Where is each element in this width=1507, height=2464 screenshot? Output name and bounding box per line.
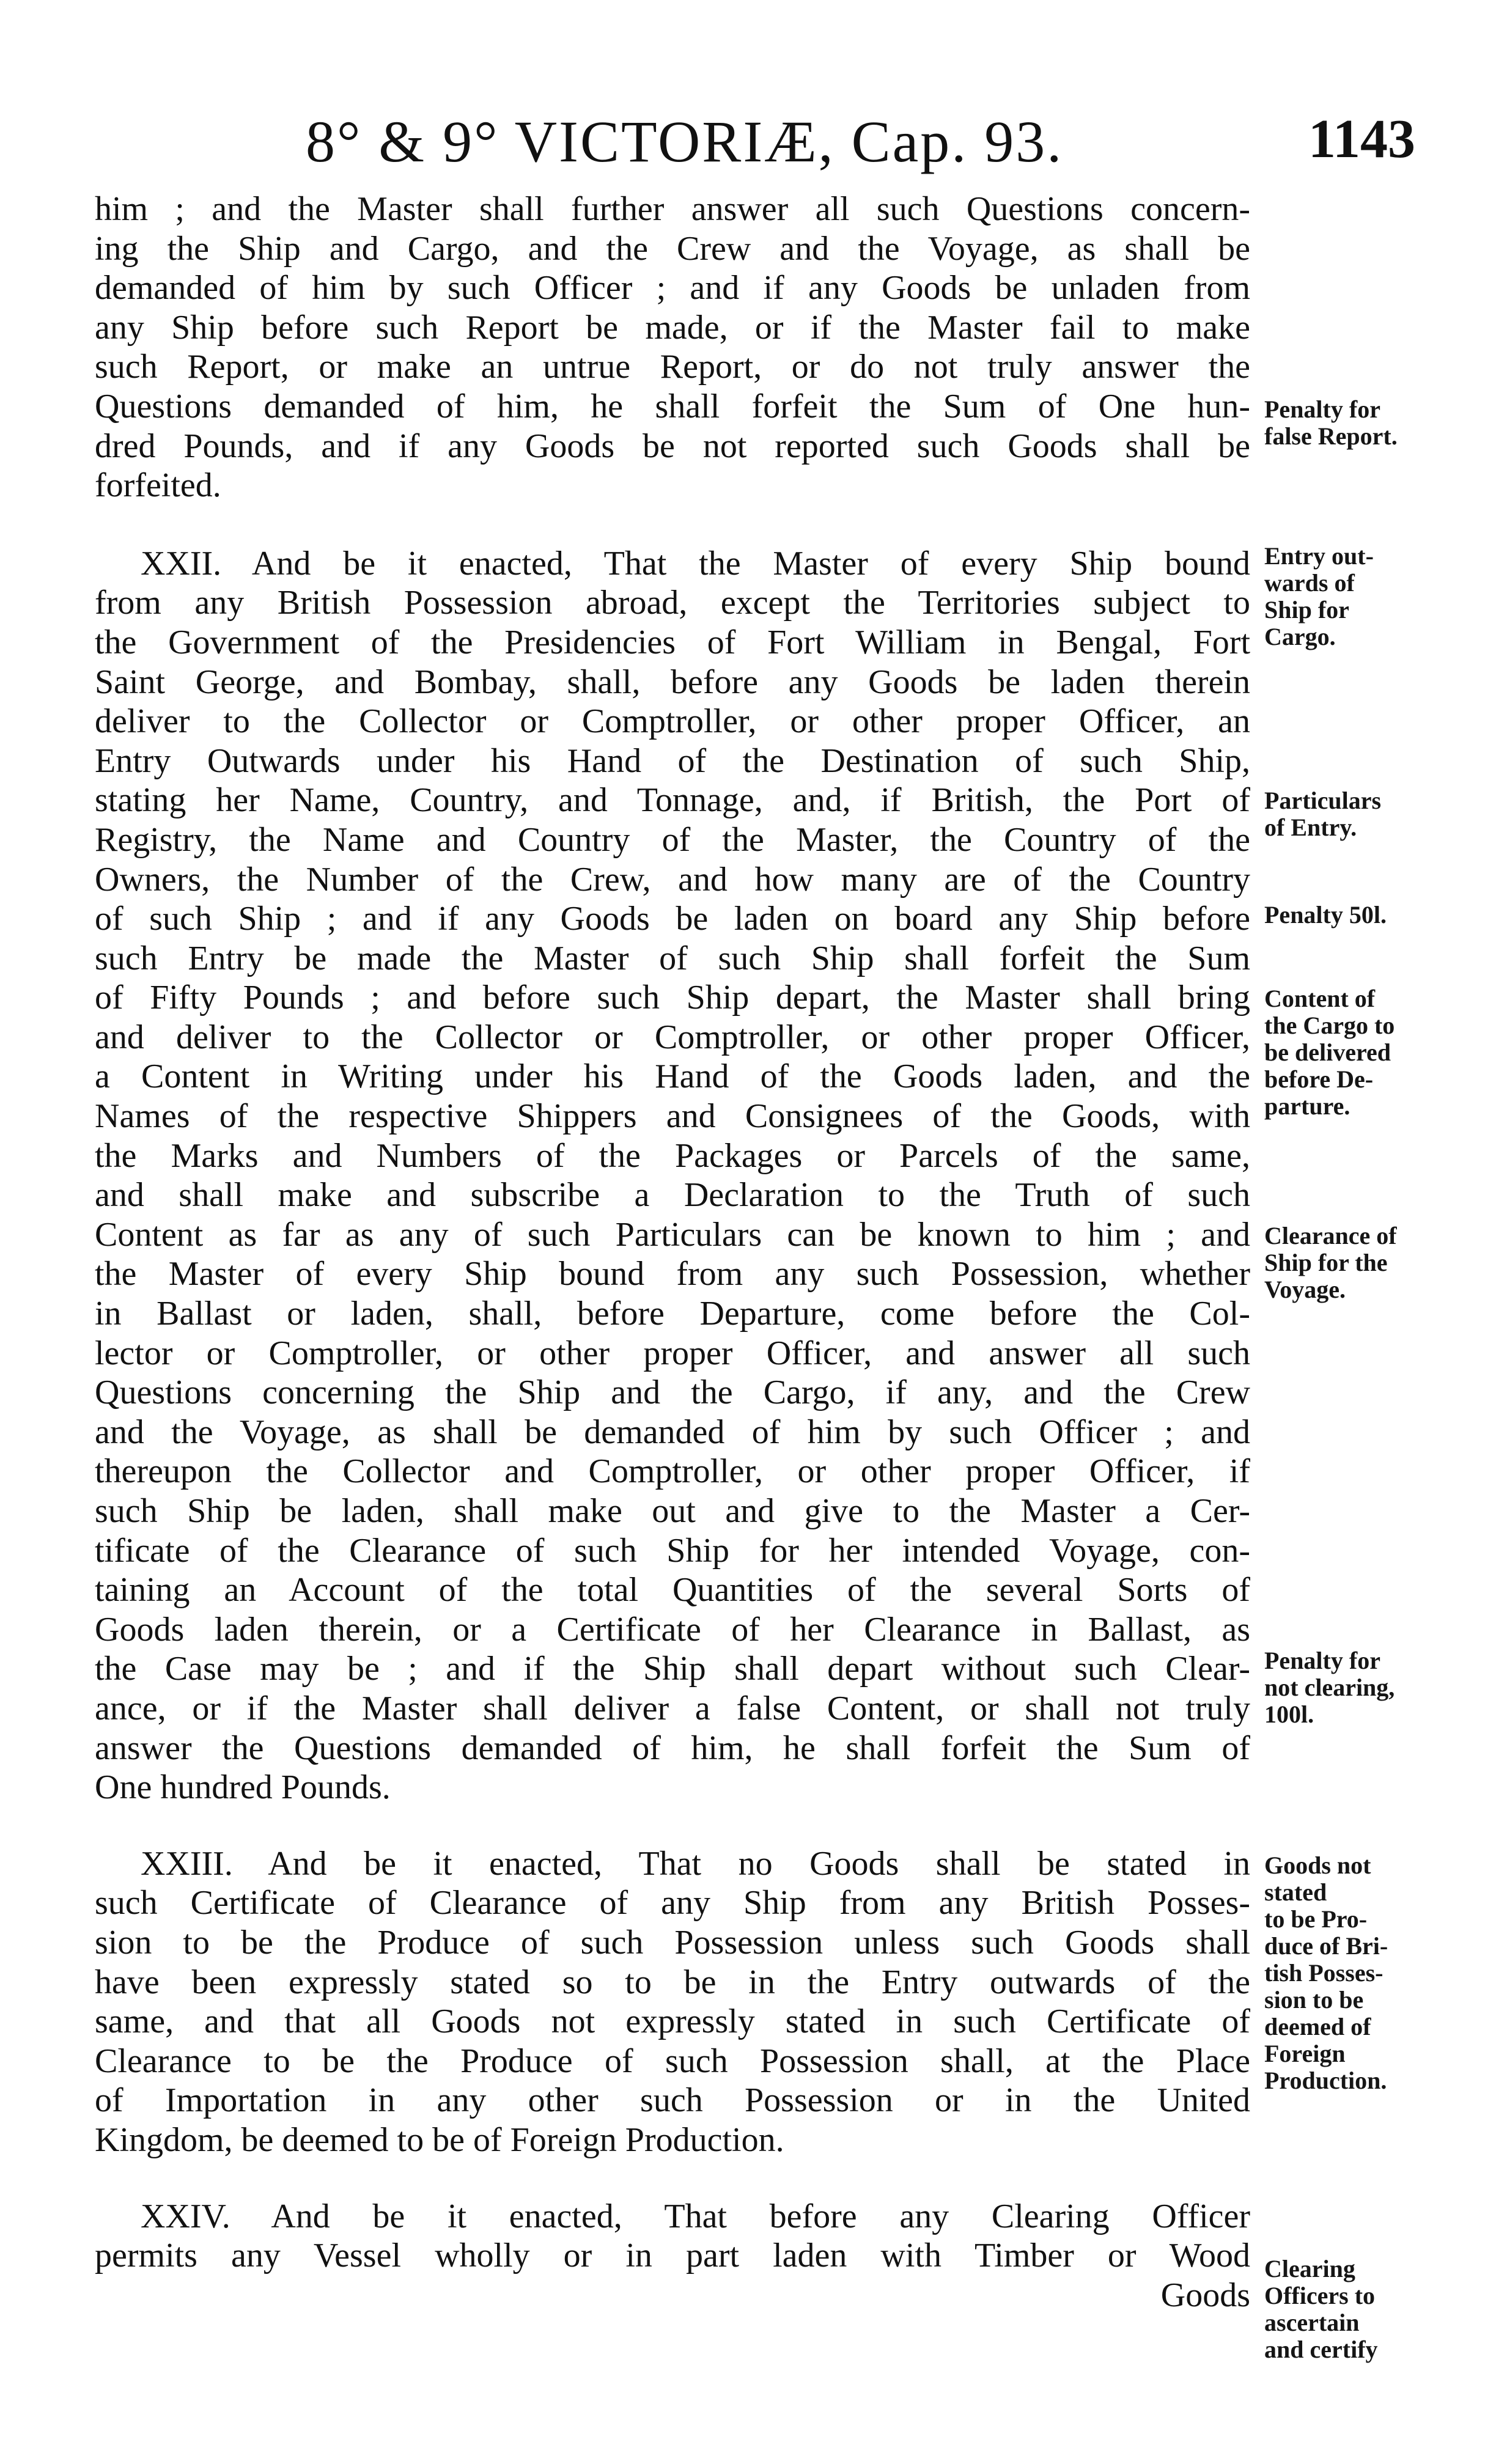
text-line: Names of the respective Shippers and Consignees of the Goods, with xyxy=(95,1097,1250,1136)
running-title: 8° & 9° VICTORIÆ, Cap. 93. xyxy=(306,109,1064,174)
text-line: lector or Comptroller, or other proper Officer, and answer all such xyxy=(95,1334,1250,1372)
text-line: Goods laden therein, or a Certificate of her Clearance in Ballast, as xyxy=(95,1610,1250,1649)
text-line: same, and that all Goods not expressly stated in such Certificate of xyxy=(95,2002,1250,2041)
text-line: the Government of the Presidencies of Fort William in Bengal, Fort xyxy=(95,623,1250,661)
sidenote-line: Penalty 50l. xyxy=(1264,901,1387,929)
sidenote-line: Content of xyxy=(1264,985,1376,1012)
sidenote-line: deemed of xyxy=(1264,2013,1371,2040)
sidenote-line: Particulars xyxy=(1264,787,1382,814)
sidenote-line: of Entry. xyxy=(1264,814,1357,841)
sidenote-line: Penalty for xyxy=(1264,1647,1380,1674)
sidenote-line: Ship for xyxy=(1264,596,1349,623)
text-line: Owners, the Number of the Crew, and how many are of the Country xyxy=(95,860,1250,899)
sidenote-line: ascertain xyxy=(1264,2309,1360,2336)
text-line: such Ship be laden, shall make out and give to the Master a Cer- xyxy=(95,1492,1250,1530)
text-line: dred Pounds, and if any Goods be not reported such Goods shall be xyxy=(95,427,1250,465)
sidenote-line: and certify xyxy=(1264,2336,1378,2363)
sidenote-line: Officers to xyxy=(1264,2282,1376,2309)
text-line: Entry Outwards under his Hand of the Destination of such Ship, xyxy=(95,741,1250,780)
sidenote-goods-not-stated xyxy=(1264,1852,1466,2094)
text-line: Clearance to be the Produce of such Possession shall, at the Place xyxy=(95,2042,1250,2080)
sidenote-line: Entry out- xyxy=(1264,542,1374,570)
text-line: a Content in Writing under his Hand of the Goods laden, and the xyxy=(95,1057,1250,1096)
sidenote-penalty-false-report xyxy=(1264,396,1466,450)
text-line: the Case may be ; and if the Ship shall depart without such Clear- xyxy=(95,1650,1250,1688)
text-line: sion to be the Produce of such Possession unless such Goods shall xyxy=(95,1923,1250,1962)
sidenote-line: Clearing xyxy=(1264,2255,1355,2282)
sidenote-line: tish Posses- xyxy=(1264,1959,1384,1987)
text-line: permits any Vessel wholly or in part laden with Timber or Wood xyxy=(95,2237,1250,2275)
text-line: have been expressly stated so to be in the Entry outwards of the xyxy=(95,1963,1250,2001)
text-line: demanded of him by such Officer ; and if any Goods be unladen from xyxy=(95,269,1250,307)
text-line: him ; and the Master shall further answer all such Questions concern- xyxy=(95,190,1250,228)
paragraph-continuation xyxy=(95,189,1250,506)
sidenote-particulars-of-entry xyxy=(1264,787,1466,841)
sidenote-entry-outwards xyxy=(1264,543,1466,650)
text-line: thereupon the Collector and Comptroller, or other proper Officer, if xyxy=(95,1452,1250,1491)
sidenote-line: Voyage. xyxy=(1264,1276,1346,1303)
sidenote-line: Ship for the xyxy=(1264,1249,1388,1276)
text-line: Saint George, and Bombay, shall, before any Goods be laden therein xyxy=(95,663,1250,701)
catchword: Goods xyxy=(1160,2276,1250,2314)
text-line: the Marks and Numbers of the Packages or Parcels of the same, xyxy=(95,1136,1250,1175)
text-line: Questions demanded of him, he shall forfeit the Sum of One hun- xyxy=(95,387,1250,425)
text-line: One hundred Pounds. xyxy=(95,1768,391,1807)
running-head xyxy=(0,108,1507,175)
sidenote-line: Clearance of xyxy=(1264,1222,1397,1249)
sidenote-line: sion to be xyxy=(1264,1986,1364,2013)
sidenote-line: Foreign xyxy=(1264,2040,1346,2067)
text-line: such Report, or make an untrue Report, or do not truly answer the xyxy=(95,348,1250,386)
page-number: 1143 xyxy=(1308,109,1415,169)
body-text xyxy=(95,189,1250,2315)
text-line: forfeited. xyxy=(95,466,221,505)
section-xxiv xyxy=(95,2197,1250,2315)
sidenote-line: Production. xyxy=(1264,2067,1387,2094)
text-line: any Ship before such Report be made, or if the Master fail to make xyxy=(95,308,1250,347)
sidenote-penalty-not-clearing xyxy=(1264,1647,1466,1728)
sidenote-line: 100l. xyxy=(1264,1701,1314,1728)
text-line: stating her Name, Country, and Tonnage, and, if British, the Port of xyxy=(95,781,1250,820)
text-line: the Master of every Ship bound from any such Possession, whether xyxy=(95,1255,1250,1293)
text-line: of such Ship ; and if any Goods be laden on board any Ship before xyxy=(95,900,1250,938)
text-line: tificate of the Clearance of such Ship for her intended Voyage, con- xyxy=(95,1531,1250,1570)
sidenote-line: the Cargo to xyxy=(1264,1012,1395,1039)
text-line: of Importation in any other such Possession or in the United xyxy=(95,2081,1250,2120)
sidenote-line: false Report. xyxy=(1264,422,1398,450)
text-line: XXII. And be it enacted, That the Master of every Ship bound xyxy=(141,544,1250,583)
text-line: deliver to the Collector or Comptroller, or other proper Officer, an xyxy=(95,702,1250,741)
text-line: and the Voyage, as shall be demanded of him by such Officer ; and xyxy=(95,1413,1250,1451)
text-line: Kingdom, be deemed to be of Foreign Production. xyxy=(95,2120,784,2159)
sidenote-line: before De- xyxy=(1264,1065,1374,1093)
text-line: ing the Ship and Cargo, and the Crew and the Voyage, as shall be xyxy=(95,229,1250,268)
sidenote-line: stated xyxy=(1264,1878,1327,1906)
text-line: and deliver to the Collector or Comptroller, or other proper Officer, xyxy=(95,1018,1250,1056)
section-xxiii xyxy=(95,1844,1250,2160)
sidenote-line: duce of Bri- xyxy=(1264,1932,1388,1960)
sidenote-clearance-of-ship xyxy=(1264,1223,1466,1303)
sidenote-penalty-50 xyxy=(1264,902,1466,929)
sidenote-content-of-cargo xyxy=(1264,985,1466,1120)
sidenote-line: parture. xyxy=(1264,1092,1350,1120)
sidenote-line: be delivered xyxy=(1264,1039,1391,1066)
sidenote-line: Cargo. xyxy=(1264,623,1336,650)
text-line: of Fifty Pounds ; and before such Ship depart, the Master shall bring xyxy=(95,979,1250,1017)
section-xxii xyxy=(95,544,1250,1808)
text-line: XXIV. And be it enacted, That before any Clearing Officer xyxy=(141,2197,1250,2235)
text-line: in Ballast or laden, shall, before Departure, come before the Col- xyxy=(95,1295,1250,1333)
text-line: Registry, the Name and Country of the Master, the Country of the xyxy=(95,820,1250,859)
sidenote-line: not clearing, xyxy=(1264,1674,1395,1701)
text-line: Questions concerning the Ship and the Cargo, if any, and the Crew xyxy=(95,1374,1250,1412)
text-line: and shall make and subscribe a Declaration to the Truth of such xyxy=(95,1176,1250,1215)
text-line: taining an Account of the total Quantities of the several Sorts of xyxy=(95,1571,1250,1609)
sidenote-line: Penalty for xyxy=(1264,395,1380,423)
text-line: answer the Questions demanded of him, he shall forfeit the Sum of xyxy=(95,1729,1250,1767)
text-line: XXIII. And be it enacted, That no Goods shall be stated in xyxy=(141,1844,1250,1883)
text-line: such Certificate of Clearance of any Ship from any British Posses- xyxy=(95,1884,1250,1922)
sidenote-line: to be Pro- xyxy=(1264,1905,1368,1933)
sidenote-clearing-officers xyxy=(1264,2256,1466,2363)
text-line: Content as far as any of such Particulars can be known to him ; and xyxy=(95,1215,1250,1254)
text-line: ance, or if the Master shall deliver a false Content, or shall not truly xyxy=(95,1689,1250,1727)
sidenote-line: Goods not xyxy=(1264,1852,1371,1879)
text-line: from any British Possession abroad, except the Territories subject to xyxy=(95,584,1250,622)
sidenote-line: wards of xyxy=(1264,569,1355,597)
text-line: such Entry be made the Master of such Ship shall forfeit the Sum xyxy=(95,939,1250,977)
